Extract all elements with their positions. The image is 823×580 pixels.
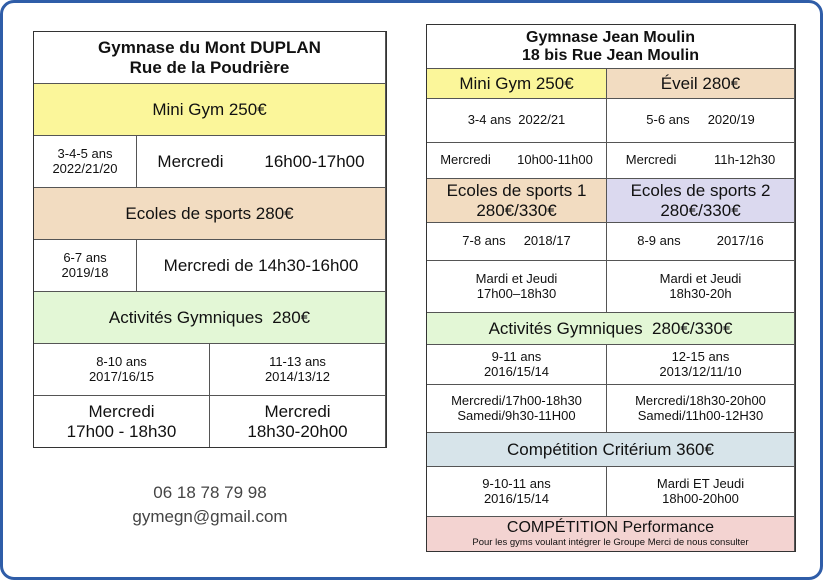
moulin-activites-g2-schedule: Mercredi/18h30-20h00 Samedi/11h00-12H30 xyxy=(607,385,795,433)
duplan-ecoles-header: Ecoles de sports 280€ xyxy=(34,188,386,240)
moulin-ecoles2-ages: 8-9 ans 2017/16 xyxy=(607,223,795,261)
moulin-title-cell xyxy=(427,25,795,69)
contact-phone: 06 18 78 79 98 xyxy=(153,483,267,502)
minigym-day: Mercredi xyxy=(157,151,224,171)
moulin-eveil-header: Éveil 280€ xyxy=(607,69,795,99)
moulin-minigym-header: Mini Gym 250€ xyxy=(427,69,607,99)
moulin-gym-name: Gymnase Jean Moulin xyxy=(526,28,695,46)
duplan-schedule-table xyxy=(33,31,387,448)
moulin-address: 18 bis Rue Jean Moulin xyxy=(522,46,699,64)
contact-email: gymegn@gmail.com xyxy=(132,507,288,526)
moulin-ecoles2-schedule: Mardi et Jeudi 18h30-20h xyxy=(607,261,795,313)
moulin-eveil-ages: 5-6 ans 2020/19 xyxy=(607,99,795,143)
duplan-ecoles-schedule: Mercredi de 14h30-16h00 xyxy=(137,240,386,292)
duplan-address: Rue de la Poudrière xyxy=(129,57,290,77)
duplan-minigym-header: Mini Gym 250€ xyxy=(34,84,386,136)
moulin-eveil-schedule: Mercredi 11h-12h30 xyxy=(607,143,795,179)
moulin-ecoles1-ages: 7-8 ans 2018/17 xyxy=(427,223,607,261)
duplan-activites-g2-ages: 11-13 ans 2014/13/12 xyxy=(210,344,386,396)
duplan-activites-g1-schedule: Mercredi 17h00 - 18h30 xyxy=(34,396,210,447)
moulin-competition-schedule: Mardi ET Jeudi 18h00-20h00 xyxy=(607,467,795,517)
moulin-activites-g1-schedule: Mercredi/17h00-18h30 Samedi/9h30-11H00 xyxy=(427,385,607,433)
moulin-competition-ages: 9-10-11 ans 2016/15/14 xyxy=(427,467,607,517)
moulin-minigym-ages: 3-4 ans 2022/21 xyxy=(427,99,607,143)
duplan-activites-header: Activités Gymniques 280€ xyxy=(34,292,386,344)
moulin-ecoles1-header: Ecoles de sports 1 280€/330€ xyxy=(427,179,607,223)
duplan-activites-g1-ages: 8-10 ans 2017/16/15 xyxy=(34,344,210,396)
duplan-activites-g2-schedule: Mercredi 18h30-20h00 xyxy=(210,396,386,447)
moulin-activites-header: Activités Gymniques 280€/330€ xyxy=(427,313,795,345)
moulin-ecoles2-header: Ecoles de sports 2 280€/330€ xyxy=(607,179,795,223)
duplan-minigym-ages: 3-4-5 ans 2022/21/20 xyxy=(34,136,137,188)
moulin-activites-g2-ages: 12-15 ans 2013/12/11/10 xyxy=(607,345,795,385)
moulin-minigym-schedule: Mercredi 10h00-11h00 xyxy=(427,143,607,179)
moulin-performance-cell xyxy=(427,517,795,551)
duplan-ecoles-ages: 6-7 ans 2019/18 xyxy=(34,240,137,292)
moulin-competition-header: Compétition Critérium 360€ xyxy=(427,433,795,467)
moulin-activites-g1-ages: 9-11 ans 2016/15/14 xyxy=(427,345,607,385)
duplan-gym-name: Gymnase du Mont DUPLAN xyxy=(98,38,321,58)
minigym-time: 16h00-17h00 xyxy=(264,151,365,171)
performance-note: Pour les gyms voulant intégrer le Groupe Merci de nous consulter xyxy=(472,537,749,549)
moulin-ecoles1-schedule: Mardi et Jeudi 17h00–18h30 xyxy=(427,261,607,313)
duplan-title-cell xyxy=(34,32,386,84)
performance-header: COMPÉTITION Performance xyxy=(506,519,715,537)
duplan-minigym-schedule xyxy=(137,136,386,188)
jean-moulin-schedule-table xyxy=(426,24,796,552)
